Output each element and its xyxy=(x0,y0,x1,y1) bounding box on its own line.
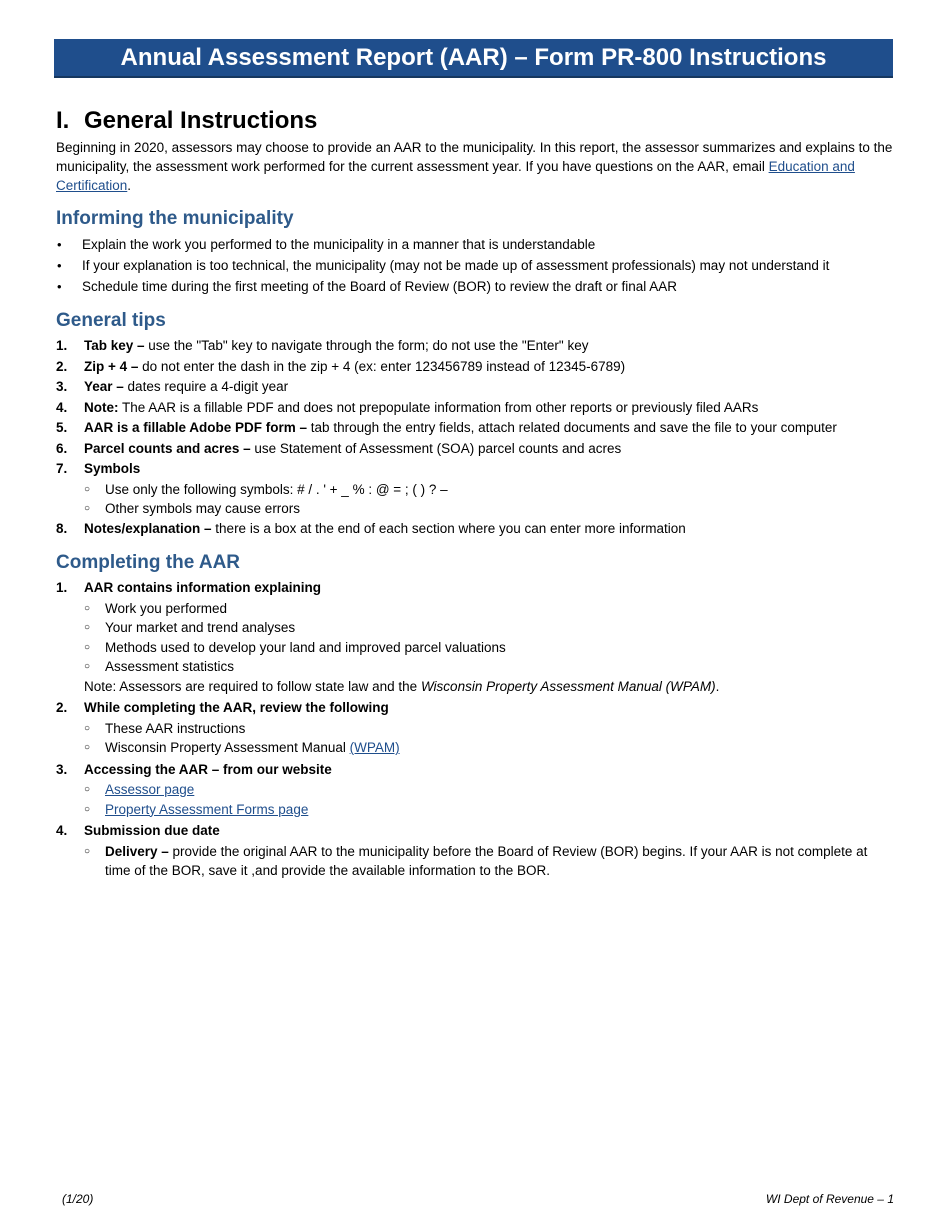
item-label: Submission due date xyxy=(84,823,220,838)
completing-list xyxy=(56,578,896,881)
list-item: • Schedule time during the first meeting of the Board of Review (BOR) to review the draft or final AAR xyxy=(56,276,896,297)
note-end: . xyxy=(715,678,720,694)
list-item xyxy=(56,336,896,357)
informing-heading: Informing the municipality xyxy=(56,208,294,229)
list-item xyxy=(56,519,896,540)
sub-item-text: Wisconsin Property Assessment Manual xyxy=(105,740,350,755)
item-text: there is a box at the end of each section where you can enter more information xyxy=(211,520,686,536)
sub-list-item xyxy=(84,842,896,881)
item-text: dates require a 4-digit year xyxy=(123,379,289,394)
symbols-sublist xyxy=(84,480,896,519)
item-number: 2. xyxy=(56,700,68,715)
completing-heading: Completing the AAR xyxy=(56,552,241,573)
sub-item-text: provide the original AAR to the municipality before the Board of Review (BOR) begins. If your AAR is not complete at time of the BOR, save it ,and provide the available information to the BOR. xyxy=(105,843,868,878)
list-item xyxy=(56,377,896,398)
list-item: • Explain the work you performed to the municipality in a manner that is understandable xyxy=(56,234,896,255)
item-label: Zip + 4 – xyxy=(84,358,139,374)
general-tips-heading: General tips xyxy=(56,310,166,331)
sub-list-item: ○ Use only the following symbols: # / . ' + _ % : @ = ; ( ) ? – xyxy=(84,480,896,500)
item-number: 3. xyxy=(56,379,68,394)
list-item xyxy=(56,459,896,519)
intro-text: Beginning in 2020, assessors may choose to provide an AAR to the municipality. In this report, the assessor summarizes and explains to the municipality, the assessment work performed for the current assessment year. If you have questions on the AAR, email xyxy=(56,140,893,174)
item-label: Year – xyxy=(84,379,124,394)
intro-end: . xyxy=(127,178,132,193)
item-label: Accessing the AAR – from our website xyxy=(84,761,332,777)
sub-list-item: ○ Assessment statistics xyxy=(84,657,896,677)
section-heading xyxy=(56,105,896,137)
item-label: AAR contains information explaining xyxy=(84,580,322,595)
item-text: The AAR is a fillable PDF and does not prepopulate information from other reports or previously filed AARs xyxy=(118,399,759,415)
list-item xyxy=(56,357,896,378)
footer-revision-date: (1/20) xyxy=(62,1192,94,1206)
item-number: 4. xyxy=(56,823,68,838)
item-label: Note: xyxy=(84,399,119,415)
list-item xyxy=(56,821,896,881)
note-text: Note: Assessors are required to follow state law and the xyxy=(84,678,421,694)
list-item xyxy=(56,698,896,758)
page-banner-title: Annual Assessment Report (AAR) – Form PR-800 Instructions xyxy=(54,39,893,78)
sub-list-item xyxy=(84,780,896,800)
sub-list-item: ○ Work you performed xyxy=(84,599,896,619)
item-label: Tab key – xyxy=(84,338,145,353)
item-number: 1. xyxy=(56,580,68,595)
education-certification-link[interactable]: Education and Certification xyxy=(56,159,855,193)
list-item xyxy=(56,439,896,460)
info-sublist xyxy=(84,599,896,677)
item-label: AAR is a fillable Adobe PDF form – xyxy=(84,420,308,435)
item-number: 5. xyxy=(56,420,68,435)
review-sublist xyxy=(84,719,896,758)
list-item xyxy=(56,418,896,439)
item-text: tab through the entry fields, attach related documents and save the file to your computer xyxy=(307,420,837,435)
list-item xyxy=(56,578,896,696)
list-item: • If your explanation is too technical, the municipality (may not be made up of assessment professionals) may not understand it xyxy=(56,255,896,276)
item-number: 2. xyxy=(56,358,68,374)
sub-list-item: ○ Methods used to develop your land and improved parcel valuations xyxy=(84,638,896,658)
sub-item-label: Delivery – xyxy=(105,843,169,859)
item-number: 7. xyxy=(56,461,68,476)
wpam-link[interactable]: (WPAM) xyxy=(349,740,400,755)
item-number: 8. xyxy=(56,520,68,536)
footer-page-label: WI Dept of Revenue – 1 xyxy=(765,1192,894,1206)
item-label: Symbols xyxy=(84,461,141,476)
general-tips-list xyxy=(56,336,896,539)
due-date-sublist xyxy=(84,842,896,881)
item-number: 1. xyxy=(56,338,68,353)
item-text: do not enter the dash in the zip + 4 (ex: enter 123456789 instead of 12345-6789) xyxy=(138,358,626,374)
item-label: While completing the AAR, review the following xyxy=(84,700,389,715)
sub-list-item: ○ Your market and trend analyses xyxy=(84,618,896,638)
website-sublist xyxy=(84,780,896,819)
item-number: 6. xyxy=(56,440,68,456)
item-label: Parcel counts and acres – xyxy=(84,440,251,456)
sub-list-item xyxy=(84,738,896,758)
property-assessment-forms-link[interactable]: Property Assessment Forms page xyxy=(105,801,309,817)
item-number: 4. xyxy=(56,399,68,415)
sub-list-item: ○ Other symbols may cause errors xyxy=(84,499,896,519)
informing-list xyxy=(56,234,896,297)
item-text: use Statement of Assessment (SOA) parcel counts and acres xyxy=(250,440,622,456)
list-item xyxy=(56,760,896,820)
item-text: use the "Tab" key to navigate through the form; do not use the "Enter" key xyxy=(144,338,589,353)
list-item xyxy=(56,398,896,419)
wpam-note xyxy=(84,677,896,697)
intro-paragraph xyxy=(56,138,896,195)
item-number: 3. xyxy=(56,761,68,777)
section-number: I. xyxy=(56,107,70,134)
item-label: Notes/explanation – xyxy=(84,520,212,536)
document-body xyxy=(56,105,896,881)
sub-list-item xyxy=(84,800,896,820)
assessor-page-link[interactable]: Assessor page xyxy=(105,782,195,797)
note-italic: Wisconsin Property Assessment Manual (WPAM) xyxy=(420,678,716,694)
section-title: General Instructions xyxy=(84,107,318,134)
sub-list-item: ○ These AAR instructions xyxy=(84,719,896,739)
